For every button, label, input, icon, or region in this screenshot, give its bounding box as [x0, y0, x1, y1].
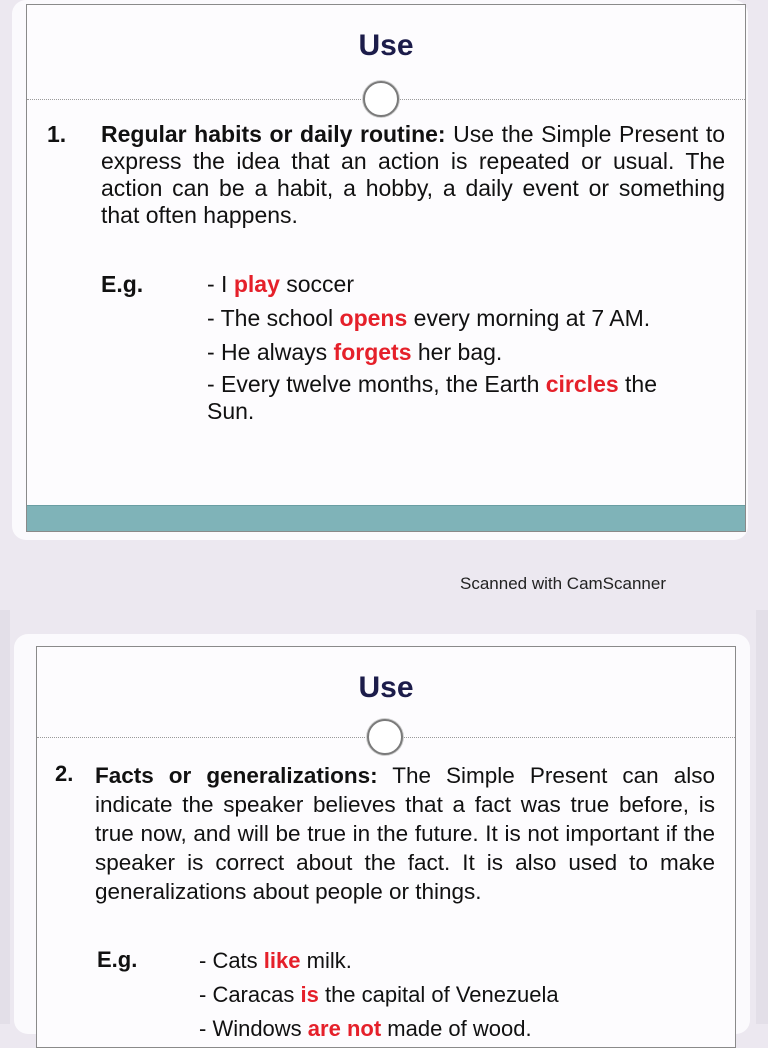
- slide-2-example-2: - Windows are not made of wood.: [199, 1016, 532, 1041]
- slide-2-right-shade: [756, 610, 768, 1024]
- slide-2-example-1: - Caracas is the capital of Venezuela: [199, 982, 559, 1007]
- slide-1-paragraph: [101, 121, 725, 229]
- slide-1-heading: Regular habits or daily routine:: [101, 121, 446, 147]
- verb: are not: [307, 1016, 382, 1041]
- slide-2-frame: [36, 646, 736, 1048]
- slide-2-example-0: - Cats like milk.: [199, 948, 352, 973]
- slide-2-eg-label: E.g.: [97, 947, 138, 972]
- slide-1-number: 1.: [47, 121, 67, 147]
- verb: forgets: [333, 339, 412, 365]
- slide-1-circle-icon: [363, 81, 399, 117]
- slide-1-example-0: - I play soccer: [207, 271, 355, 297]
- slide-1-frame: [26, 4, 746, 532]
- slide-2-number: 2.: [55, 761, 74, 786]
- slide-1-example-3: - Every twelve months, the Earth circles the Sun.: [207, 371, 658, 424]
- slide-1-title: Use: [358, 29, 414, 62]
- slide-1-bottom-bar: [27, 505, 745, 532]
- verb: is: [300, 982, 319, 1007]
- slide-1-eg-label: E.g.: [101, 271, 144, 297]
- slide-2-page: [14, 634, 750, 1041]
- verb: opens: [339, 305, 408, 331]
- verb: play: [233, 271, 280, 297]
- slide-2-left-shade: [0, 610, 10, 1024]
- slide-2-heading: Facts or generalizations:: [95, 763, 378, 788]
- verb: circles: [545, 371, 619, 397]
- camscanner-watermark: Scanned with CamScanner: [460, 574, 667, 593]
- slide-2-paragraph: [95, 761, 715, 906]
- slide-2-title: Use: [358, 671, 414, 704]
- slide-1-page: [12, 0, 748, 540]
- slide-2-circle-icon: [367, 719, 403, 755]
- slide-1-example-2: - He always forgets her bag.: [207, 339, 503, 365]
- slide-2-body: The Simple Present can also indicate the speaker believes that a fact was true before, is true now, and will be true in the future. It is not important if the speaker is correct about the fact. It is also used to make generalizations about people or things.: [95, 763, 715, 904]
- slide-1-body: Use the Simple Present to express the idea that an action is repeated or usual. The action can be a habit, a hobby, a daily event or something that often happens.: [101, 121, 726, 228]
- verb: like: [263, 948, 301, 973]
- slide-1-example-1: - The school opens every morning at 7 AM.: [207, 305, 651, 331]
